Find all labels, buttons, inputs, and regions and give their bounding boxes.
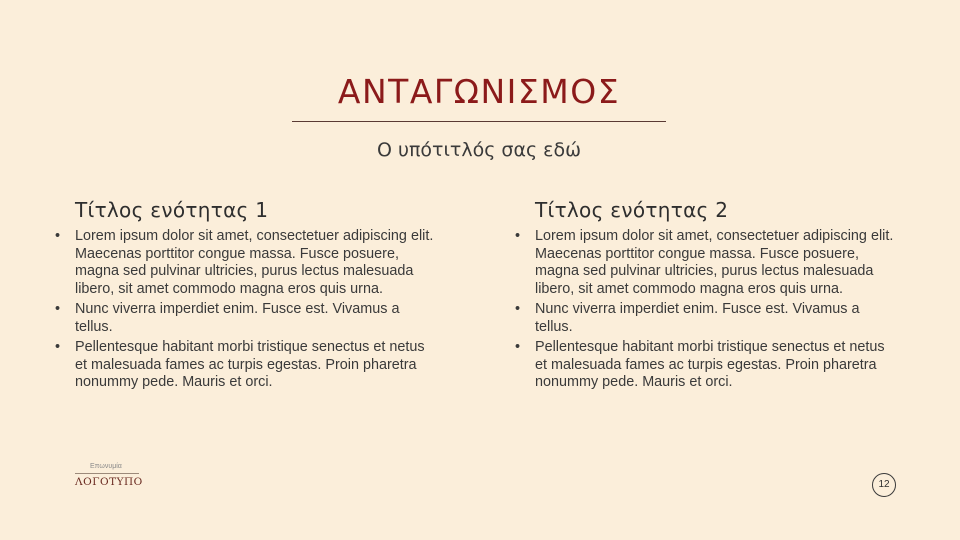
- bullet-icon: •: [55, 339, 61, 355]
- title-divider: [292, 121, 666, 122]
- logo-company-name: Επωνυμία: [90, 463, 122, 470]
- logo-divider: [75, 473, 139, 474]
- bullet-icon: •: [55, 301, 61, 317]
- list-item: [515, 228, 895, 298]
- list-item: [515, 339, 895, 392]
- list-item: [55, 228, 435, 298]
- bullet-text: Pellentesque habitant morbi tristique senectus et netus et malesuada fames ac turpis egestas. Proin pharetra nonummy pede. Mauris et orci.: [535, 339, 885, 390]
- section-1: [55, 196, 435, 395]
- bullet-text: Nunc viverra imperdiet enim. Fusce est. Vivamus a tellus.: [75, 301, 400, 335]
- bullet-icon: •: [515, 301, 521, 317]
- page-number-badge: 12: [872, 473, 896, 497]
- logo-wordmark: ΛΟΓΟΤΥΠΟ: [75, 476, 143, 488]
- bullet-icon: •: [515, 339, 521, 355]
- bullet-icon: •: [515, 228, 521, 244]
- section-1-bullet-list: [55, 228, 435, 392]
- slide-title: ΑΝΤΑΓΩΝΙΣΜΟΣ: [337, 72, 621, 111]
- section-1-heading: Τίτλος ενότητας 1: [75, 198, 269, 222]
- bullet-text: Pellentesque habitant morbi tristique senectus et netus et malesuada fames ac turpis egestas. Proin pharetra nonummy pede. Mauris et orci.: [75, 339, 425, 390]
- section-2-heading: Τίτλος ενότητας 2: [535, 198, 729, 222]
- bullet-text: Lorem ipsum dolor sit amet, consectetuer adipiscing elit. Maecenas porttitor congue massa. Fusce posuere, magna sed pulvinar ultricies, purus lectus malesuada libero, sit amet commodo magna eros quis urna.: [535, 228, 894, 297]
- list-item: [515, 301, 895, 336]
- slide-subtitle: Ο υπότιτλός σας εδώ: [377, 139, 581, 161]
- list-item: [55, 339, 435, 392]
- company-logo: [75, 463, 143, 489]
- bullet-text: Lorem ipsum dolor sit amet, consectetuer adipiscing elit. Maecenas porttitor congue massa. Fusce posuere, magna sed pulvinar ultricies, purus lectus malesuada libero, sit amet commodo magna eros quis urna.: [75, 228, 434, 297]
- list-item: [55, 301, 435, 336]
- bullet-icon: •: [55, 228, 61, 244]
- section-2: [515, 196, 895, 395]
- section-2-bullet-list: [515, 228, 895, 392]
- bullet-text: Nunc viverra imperdiet enim. Fusce est. Vivamus a tellus.: [535, 301, 860, 335]
